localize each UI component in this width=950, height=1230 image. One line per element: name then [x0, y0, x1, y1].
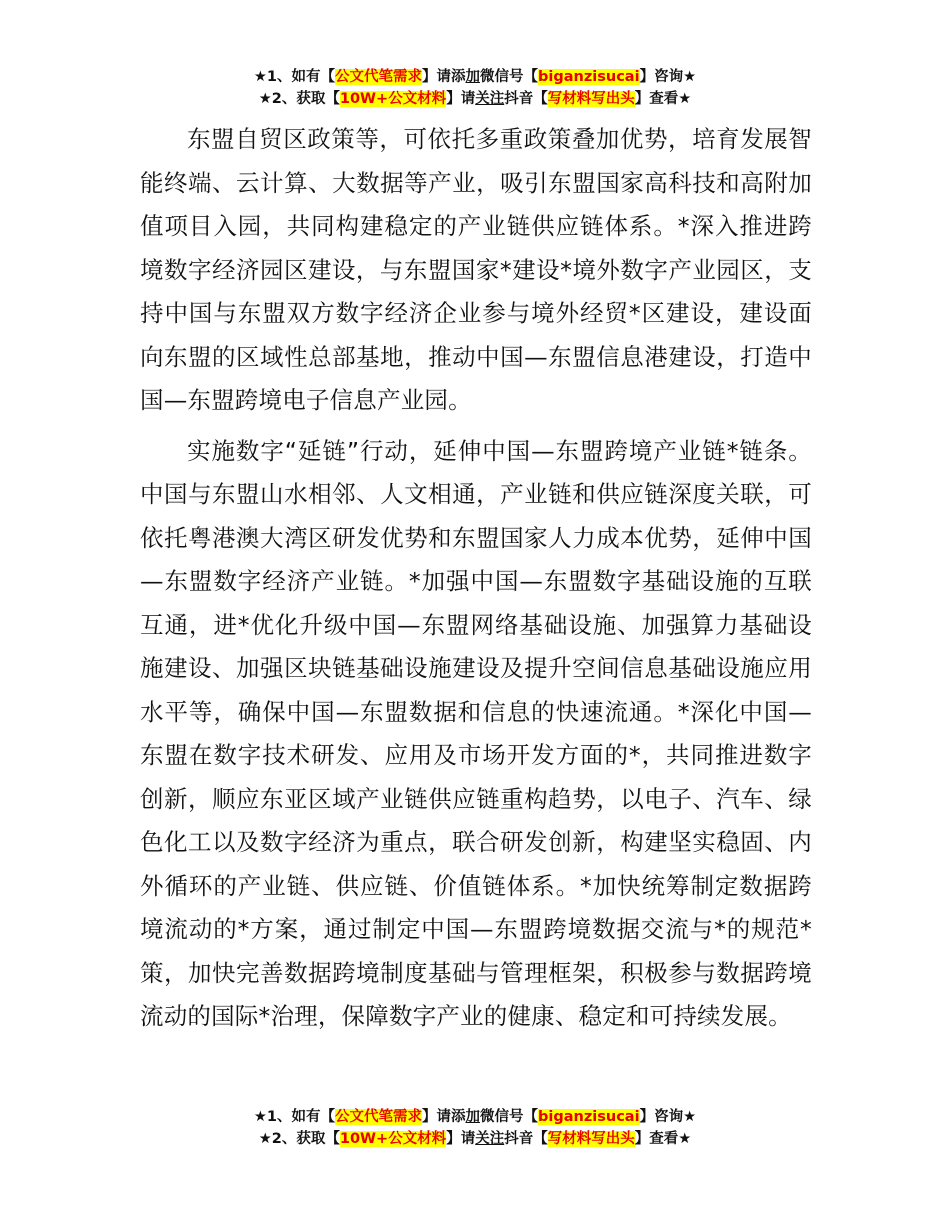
header-highlight-wechat-id: biganzisucai	[538, 69, 640, 85]
document-body	[140, 118, 812, 1039]
header-line-1-text: 】请添	[422, 69, 466, 85]
header-highlight-douyin-account: 写材料写出头	[547, 91, 635, 107]
footer-line-2-prefix: ★2、获取【	[258, 1131, 340, 1147]
header-line-1-text-2: 微信号【	[480, 69, 539, 85]
footer-highlight-service: 公文代笔需求	[335, 1109, 423, 1125]
header-banner	[0, 66, 950, 110]
header-line-2-underlined: 关注	[475, 91, 505, 107]
footer-line-2-underlined: 关注	[475, 1131, 505, 1147]
footer-line-2-text-2: 抖音【	[504, 1131, 548, 1147]
footer-highlight-materials: 10W+公文材料	[339, 1131, 447, 1147]
footer-line-2-suffix: 】查看★	[634, 1131, 692, 1147]
footer-highlight-wechat-id: biganzisucai	[538, 1109, 640, 1125]
paragraph-1: 东盟自贸区政策等，可依托多重政策叠加优势，培育发展智能终端、云计算、大数据等产业，吸引东盟国家高科技和高附加值项目入园，共同构建稳定的产业链供应链体系。*深入推进跨境数字经济园区建设，与东盟国家*建设*境外数字产业园区，支持中国与东盟双方数字经济企业参与境外经贸*区建设，建设面向东盟的区域性总部基地，推动中国—东盟信息港建设，打造中国—东盟跨境电子信息产业园。	[140, 125, 812, 414]
header-highlight-materials: 10W+公文材料	[339, 91, 447, 107]
header-line-2	[0, 88, 950, 110]
footer-line-1-prefix: ★1、如有【	[253, 1109, 336, 1125]
footer-line-1-text-2: 微信号【	[480, 1109, 539, 1125]
footer-banner	[0, 1106, 950, 1150]
footer-line-1-suffix: 】咨询★	[639, 1109, 697, 1125]
footer-line-1	[0, 1106, 950, 1128]
footer-line-1-text: 】请添	[422, 1109, 466, 1125]
footer-line-2-text: 】请	[446, 1131, 476, 1147]
footer-line-2	[0, 1128, 950, 1150]
header-line-1	[0, 66, 950, 88]
footer-line-1-underlined: 加	[465, 1109, 481, 1125]
footer-highlight-douyin-account: 写材料写出头	[547, 1131, 635, 1147]
header-line-2-text: 】请	[446, 91, 476, 107]
header-highlight-service: 公文代笔需求	[335, 69, 423, 85]
header-line-1-prefix: ★1、如有【	[253, 69, 336, 85]
paragraph-2: 实施数字“延链”行动，延伸中国—东盟跨境产业链*链条。中国与东盟山水相邻、人文相通，产业链和供应链深度关联，可依托粤港澳大湾区研发优势和东盟国家人力成本优势，延伸中国—东盟数字经济产业链。*加强中国—东盟数字基础设施的互联互通，进*优化升级中国—东盟网络基础设施、加强算力基础设施建设、加强区块链基础设施建设及提升空间信息基础设施应用水平等，确保中国—东盟数据和信息的快速流通。*深化中国—东盟在数字技术研发、应用及市场开发方面的*，共同推进数字创新，顺应东亚区域产业链供应链重构趋势，以电子、汽车、绿色化工以及数字经济为重点，联合研发创新，构建坚实稳固、内外循环的产业链、供应链、价值链体系。*加快统筹制定数据跨境流动的*方案，通过制定中国—东盟跨境数据交流与*的规范*策，加快完善数据跨境制度基础与管理框架，积极参与数据跨境流动的国际*治理，保障数字产业的健康、稳定和可持续发展。	[140, 436, 812, 1030]
header-line-2-prefix: ★2、获取【	[258, 91, 340, 107]
header-line-1-suffix: 】咨询★	[639, 69, 697, 85]
header-line-1-underlined: 加	[465, 69, 481, 85]
header-line-2-text-2: 抖音【	[504, 91, 548, 107]
header-line-2-suffix: 】查看★	[634, 91, 692, 107]
